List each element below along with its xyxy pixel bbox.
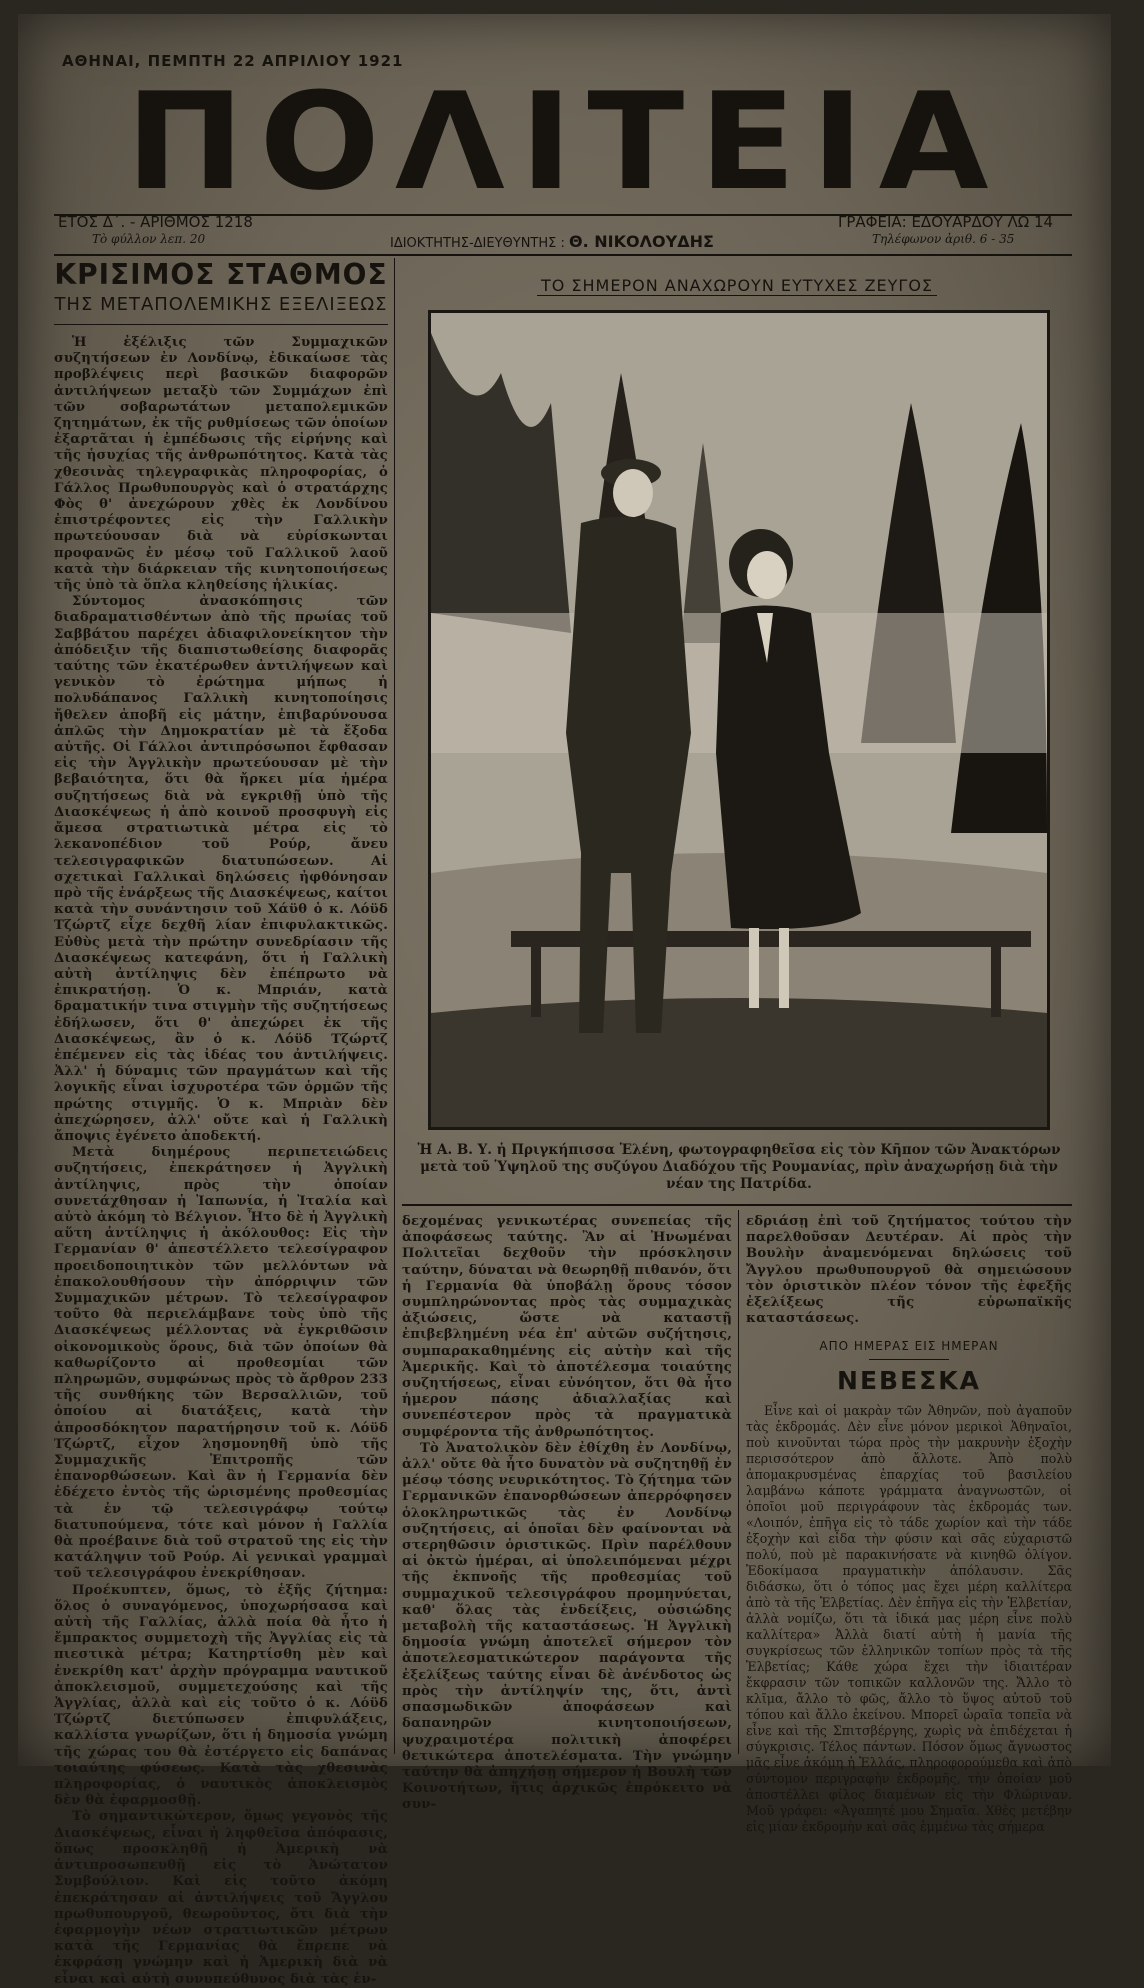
photo-title <box>402 276 1072 295</box>
lead-paragraph: Σύντομος ἀνασκόπησις τῶν διαδραματισθέντων ἀπὸ τῆς πρωίας τοῦ Σαββάτου παρέχει ἀδιαφιλονείκητον τὴν ἀπόδειξιν τῆς διαπιστωθείσης διαφορᾶς ταύτης τῶν ἐκατέρωθεν ἀντιλήψεων καὶ γενικὸν τὸ ἐρώτημα μήπως ἡ πολυδάπανος Γαλλικὴ κινητοποίησις ἤθελεν ἀποβῆ εἰς μάτην, ἐπιβαρύνουσα ἁπλῶς τὴν Δημοκρατίαν μὲ τὰ ἔξοδα αὐτῆς. Οἱ Γάλλοι ἀντιπρόσωποι ἔφθασαν εἰς τὴν Ἀγγλικὴν πρωτεύουσαν μὲ τὴν βεβαιότητα, ὅτι θὰ ἤρκει μία ἡμέρα συζητήσεως διὰ νὰ εγκριθῇ ὑπὸ τῆς Διασκέψεως ἡ ἀπὸ κοινοῦ προσφυγὴ εἰς ἄμεσα στρατιωτικὰ μέτρα εἰς τὸ λεκανοπέδιον τοῦ Ρούρ, ἄνευ τελεσιγραφικῶν διατυπώσεων. Αἱ σχετικαὶ Γαλλικαὶ δηλώσεις ἠφθόνησαν πρὸ τῆς ἐνάρξεως τῆς Διασκέψεως, καίτοι κατὰ τὴν συνάντησιν τοῦ Χάϋθ ὁ κ. Λόϋδ Τζώρτζ εἶχε δεχθῆ λίαν ἐπιφυλακτικῶς. Εὐθὺς μετὰ τὴν πρώτην συνεδρίασιν τῆς Διασκέψεως κατεφάνη, ὅτι ἡ Γαλλικὴ αὐτὴ ἀντίληψις δὲν ἐπέπρωτο νὰ ἐπικρατήσῃ. Ὁ κ. Μπριάν, κατὰ δραματικήν τινα στιγμὴν τῆς συζητήσεως ἐδήλωσεν, ὅτι θ' ἀπεχώρει ἐκ τῆς Διασκέψεως, ἂν ὁ κ. Λόϋδ Τζώρτζ ἐπέμενεν εἰς τὰς ἰδέας του ἀντιλήψεις. Ἀλλ' ἡ δύναμις τῶν πραγμάτων καὶ τῆς λογικῆς εἶναι ἰσχυροτέρα τῶν ὁρμῶν τῆς πρώτης στιγμῆς. Ὁ κ. Μπριὰν δὲν ἀπεχώρησεν, ἀλλ' οὔτε καὶ ἡ Γαλλικὴ ἄποψις ἐγένετο ἀποδεκτή. <box>54 594 388 1144</box>
column-text: Εἶνε καὶ οἱ μακρὰν τῶν Ἀθηνῶν, ποὺ ἀγαποῦν τὰς ἐκδρομάς. Δὲν εἶνε μόνον μερικοὶ Ἀθηναῖοι, ποὺ κινοῦνται τώρα πρὸς τὴν μακρυνὴν ἐξοχὴν περισσότερον ἀπὸ ἄλλοτε. Ἀπὸ πολὺ ἀπομακρυσμένας ἐπαρχίας τοῦ βασιλείου λαμβάνω κάποτε γράμματα ἀναγνωστῶν, οἱ ὁποῖοι μοῦ περιγράφουν τὰς ἐκδρομάς των. «Λοιπόν, ἐπῆγα εἰς τὸ τάδε χωρίον καὶ τὴν τάδε ἐξοχὴν καὶ εἶδα τὴν φύσιν καὶ σᾶς εὐχαριστῶ πολύ, ποὺ μὲ παρακινήσατε νὰ κινηθῶ ὀλίγον. Ἐδοκίμασα πραγματικὴν ἀπόλαυσιν. Σᾶς διδάσκω, ὅτι ὁ τόπος μας ἔχει μέρη καλλίτερα ἀπὸ τὰ τῆς Ἑλβετίας. Δὲν ἐπῆγα εἰς τὴν Ἑλβετίαν, ἀλλὰ νομίζω, ὅτι τὰ ἰδικά μας μέρη εἶνε πολὺ καλλίτερα» Ἀλλὰ διατί αὐτὴ ἡ μανία τῆς συγκρίσεως τῶν ἑλληνικῶν τοπίων πρὸς τὰ τῆς Ἑλβετίας; Κάθε χώρα ἔχει τὴν ἰδιαιτέραν ἔκφρασιν τῶν τοπικῶν καλλονῶν της. Ἄλλο τὸ κλῖμα, ἄλλο τὸ φῶς, ἄλλο τὸ ὕψος αὐτοῦ τοῦ τόπου καὶ ἄλλο ἐκείνου. Μπορεῖ ὡραῖα τοπεῖα νὰ εἶνε καὶ τῆς Σπιτσβέργης, χωρὶς νὰ ἐπιδέχεται ἡ σύγκρισις. Τέλος πάντων. Πόσον ὅμως ἄγνωστος μᾶς εἶνε ἀκόμη ἡ Ἑλλάς, πληροφορούμεθα καὶ ἀπὸ σύντομον περιγραφὴν ἐκδρομῆς, τὴν ὁποίαν μοῦ ἀποστέλλει φίλος διαμένων εἰς τὴν Φλώριναν. Μοῦ γράφει: «Ἀγαπητέ μου Σημαῖα. Χθὲς μετέβην εἰς μίαν ἐκδρομὴν καὶ σᾶς ἐμμένω τὰς σήμερα <box>746 1403 1072 1835</box>
lead-paragraph: Τὸ σημαντικώτερον, ὅμως γεγονὸς τῆς Διασκέψεως, εἶναι ἡ ληφθεῖσα ἀπόφασις, ὅπως προσκληθῇ ἡ Ἀμερικὴ νὰ ἀντιπροσωπευθῇ εἰς τὸ Ἀνώτατον Συμβούλιον. Καὶ εἰς τοῦτο ἀκόμη ἐπεκράτησαν αἱ ἀντιλήψεις τοῦ Ἄγγλου πρωθυπουργοῦ, θεωροῦντος, ὅτι διὰ τὴν ἐφαρμογὴν νέων στρατιωτικῶν μέτρων κατὰ τῆς Γερμανίας θὰ ἔπρεπε νὰ ἐκφράσῃ γνώμην καὶ ἡ Ἀμερικὴ διὰ νὰ εἶναι καὶ αὐτὴ συνυπεύθυνος διὰ τὰς ἐν- <box>54 1809 388 1987</box>
owner-name: Θ. ΝΙΚΟΛΟΥΔΗΣ <box>569 232 714 251</box>
owner-info <box>390 232 714 251</box>
column-rule <box>738 1210 739 1754</box>
continued-article <box>402 1214 732 1814</box>
photo-caption: Ἡ Α. Β. Υ. ἡ Πριγκήπισσα Ἑλένη, φωτογραφηθεῖσα εἰς τὸν Κῆπον τῶν Ἀνακτόρων μετὰ τοῦ Ὑψηλοῦ της συζύγου Διαδόχου τῆς Ρουμανίας, πρὶν ἀναχωρήσῃ διὰ τὴν νέαν της Πατρίδα. <box>417 1142 1061 1192</box>
continued-text-end: εδριάσῃ ἐπὶ τοῦ ζητήματος τούτου τὴν παρελθοῦσαν Δευτέραν. Αἱ πρὸς τὴν Βουλὴν ἀναμενόμεναι δηλώσεις τοῦ Ἄγγλου πρωθυπουργοῦ θὰ σημειώσουν τὸν ὁριστικὸν πλέον τόνον τῆς ἐφεξῆς ἐξελίξεως τῆς εὐρωπαϊκῆς καταστάσεως. <box>746 1214 1072 1327</box>
lead-paragraph: Προέκυπτεν, ὅμως, τὸ ἑξῆς ζήτημα: ὅλος ὁ συναγόμενος, ὑποχωρήσασα καὶ αὐτὴ τῆς Γαλλίας, ἀλλὰ ποία θὰ ἦτο ἡ ἔμπρακτος συμμετοχὴ τῆς Ἀγγλίας εἰς τὰ πιεστικὰ μέτρα; Κατηρτίσθη μὲν καὶ ἐνεκρίθη κατ' ἀρχὴν πρόγραμμα ναυτικοῦ ἀποκλεισμοῦ, συμμετεχούσης καὶ τῆς Ἀγγλίας, ἀλλὰ καὶ εἰς τοῦτο ὁ κ. Λόϋδ Τζώρτζ διετύπωσεν ἐπιφυλάξεις, καλλίστα γνωρίζων, ὅτι ἡ δημοσία γνώμη τῆς χώρας του θὰ ἐστέργετο εἰς δαπάνας τοιαύτης φύσεως. Κατὰ τὰς χθεσινὰς πληροφορίας, ὁ ναυτικὸς ἀποκλεισμὸς δὲν θὰ ἐφαρμοσθῇ. <box>54 1582 388 1809</box>
column-section-rule <box>869 1359 949 1360</box>
column-rule <box>394 258 395 1754</box>
photo-title-text: ΤΟ ΣΗΜΕΡΟΝ ΑΝΑΧΩΡΟΥΝ ΕΥΤΥΧΕΣ ΖΕΥΓΟΣ <box>537 276 937 296</box>
office-info <box>838 214 1053 248</box>
masthead-title: ΠΟΛΙΤΕΙΑ <box>125 64 1004 220</box>
column-title: ΝΕΒΕΣΚΑ <box>837 1366 981 1396</box>
section-rule <box>402 1204 1072 1206</box>
issue-info <box>58 214 253 248</box>
dateline: ΑΘΗΝΑΙ, ΠΕΜΠΤΗ 22 ΑΠΡΙΛΙΟΥ 1921 <box>62 52 404 70</box>
lead-subheadline: ΤΗΣ ΜΕΤΑΠΟΛΕΜΙΚΗΣ ΕΞΕΛΙΞΕΩΣ <box>54 292 388 325</box>
year-issue: ΕΤΟΣ Δ΄. - ΑΡΙΘΜΟΣ 1218 <box>58 213 253 231</box>
header-bottom-rule <box>54 254 1072 256</box>
lead-headline: ΚΡΙΣΙΜΟΣ ΣΤΑΘΜΟΣ <box>54 258 388 291</box>
continued-text: Τὸ Ἀνατολικὸν δὲν ἐθίχθη ἐν Λονδίνῳ, ἀλλ' οὔτε θὰ ἦτο δυνατὸν νὰ συζητηθῇ ἐν μέσῳ τόσης νευρικότητος. Τὸ ζήτημα τῶν Γερμανικῶν ἐπανορθώσεων ἀπερρόφησεν ὁλοκληρωτικῶς τὰς ἐν Λονδίνῳ συζητήσεις, αἱ ὁποῖαι δὲν φαίνονται νὰ στερηθῶσιν ὁριστικῶς. Πρὶν παρέλθουν αἱ ὀκτὼ ἡμέραι, αἱ ὑπολειπόμεναι μέχρι τῆς ἐκπνοῆς τῆς προθεσμίας τοῦ συμμαχικοῦ τελεσιγράφου προμηνύεται, καθ' ὅλας τὰς ἐνδείξεις, οὐσιώδης μεταβολὴ τῆς καταστάσεως. Ἡ Ἀγγλικὴ δημοσία γνώμη ἀποτελεῖ σήμερον τὸν ἀποτελεσματικώτερον παράγοντα τῆς ἐξελίξεως ταύτης εἶναι δὲ ἀνένδοτος ὡς πρὸς τὴν ἀντίληψίν της, ὅτι, ἀντὶ σπασμωδικῶν ἀποφάσεων καὶ δαπανηρῶν κινητοποιήσεων, ψυχραιμοτέρα πολιτικὴ ἀποφέρει θετικώτερα ἀποτελέσματα. Τὴν γνώμην ταύτην θὰ ἀπηχήσῃ σήμερον ἡ Βουλὴ τῶν Κοινοτήτων, ἥτις ἀρχικῶς ἐπρόκειτο νὰ συν- <box>402 1440 732 1813</box>
couple-photograph <box>428 310 1050 1130</box>
lead-article <box>54 258 388 1988</box>
column-section-head: ΑΠΟ ΗΜΕΡΑΣ ΕΙΣ ΗΜΕΡΑΝ <box>819 1339 999 1354</box>
right-column <box>746 1214 1072 1835</box>
phone: Τηλέφωνον ἀριθ. 6 - 35 <box>872 232 1015 246</box>
lead-paragraph: Ἡ ἐξέλιξις τῶν Συμμαχικῶν συζητήσεων ἐν Λονδίνῳ, ἐδικαίωσε τὰς προβλέψεις περὶ βασικῶν διαφορῶν ἀντιλήψεων μεταξὺ τῶν Συμμάχων ἐπὶ τῶν σοβαρωτάτων μεταπολεμικῶν ζητημάτων, ἐκ τῆς ρυθμίσεως τῶν ὁποίων ἐξαρτᾶται ἡ ἐμπέδωσις τῆς εἰρήνης καὶ τῆς ἡσυχίας τῆς ἀνθρωπότητος. Κατὰ τὰς χθεσινὰς τηλεγραφικὰς πληροφορίας, ὁ Γάλλος Πρωθυπουργὸς καὶ ὁ στρατάρχης Φὸς θ' ἀνεχώρουν χθὲς ἐκ Λονδίνου ἐπιστρέφοντες εἰς τὴν Γαλλικὴν πρωτεύουσαν διὰ νὰ εὑρίσκωνται προφανῶς ἐν μέσῳ τοῦ Γαλλικοῦ λαοῦ κατὰ τὴν διάρκειαν τῆς κινητοποιήσεως τῆς ὑπὸ τὰ ὅπλα κληθείσης ἡλικίας. <box>54 335 388 594</box>
lead-paragraph: Μετὰ διημέρους περιπετειώδεις συζητήσεις, ἐπεκράτησεν ἡ Ἀγγλικὴ ἀντίληψις, πρὸς τὴν ὁποίαν συνετάχθησαν ἡ Ἰαπωνία, ἡ Ἰταλία καὶ αὐτὸ ἀκόμη τὸ Βέλγιον. Ἦτο δὲ ἡ Ἀγγλικὴ αὕτη ἀντίληψις ἡ ἀκόλουθος: Εἰς τὴν Γερμανίαν θ' ἀπεστέλλετο τελεσίγραφον προειδοποιητικὸν τῶν μελλόντων νὰ ἐπακολουθήσουν τὴν ἀπόρριψιν τῶν Συμμαχικῶν μέτρων. Τὸ τελεσίγραφον τοῦτο θὰ περιελάμβανε τοὺς ὑπὸ τῆς Διασκέψεως μέλλοντας νὰ ἐγκριθῶσιν οἰκονομικοὺς ὅρους, διὰ τῶν ὁποίων θὰ καθωρίζοντο αἱ προθεσμίαι τῶν πληρωμῶν, συμφώνως πρὸς τὸ ἄρθρον 233 τῆς συνθήκης τῶν Βερσαλλιῶν, τοῦ ὁποίου αἱ διατάξεις, κατὰ τὴν ἀπροσδόκητον παρατήρησιν τοῦ κ. Λόϋδ Τζώρτζ, εἶχον λησμονηθῆ ὑπὸ τῆς Συμμαχικῆς Ἐπιτροπῆς τῶν ἐπανορθώσεων. Καὶ ἂν ἡ Γερμανία δὲν ἐδέχετο ἐντὸς τῆς ὡρισμένης προθεσμίας τὰ ἐν τῷ τελεσιγράφῳ τούτῳ διατυπούμενα, τότε καὶ μόνον ἡ Γαλλία θὰ προέβαινε διὰ τοῦ στρατοῦ της εἰς τὴν κατάληψιν τοῦ Ρούρ. Αἱ γενικαὶ γραμμαὶ τοῦ τελεσιγράφου ἐνεκρίθησαν. <box>54 1145 388 1582</box>
price: Τὸ φύλλον λεπ. 20 <box>92 232 206 246</box>
offices: ΓΡΑΦΕΙΑ: ΕΔΟΥΑΡΔΟΥ ΛΩ 14 <box>838 213 1054 231</box>
photo-illustration <box>431 313 1047 1127</box>
continued-text: δεχομένας γενικωτέρας συνεπείας τῆς ἀποφάσεως ταύτης. Ἂν αἱ Ἡνωμέναι Πολιτεῖαι δεχθοῦν τὴν πρόσκλησιν ταύτην, δύναται νὰ θεωρηθῇ πιθανόν, ὅτι ἡ Γερμανία θὰ ὑποβάλῃ ὅρους τόσον συμπληρώνοντας πρὸς τὰς συμμαχικὰς ἀξιώσεις, ὥστε νὰ καταστῇ ἐπιβεβλημένη νέα ἐπ' αὐτῶν συζήτησις, συμπαρακαθημένης εἰς αὐτὴν καὶ τῆς Ἀμερικῆς. Καὶ τὸ ἀποτέλεσμα τοιαύτης συζητήσεως, εἶναι εὐνόητον, ὅτι θὰ ἦτο ἡμερον πάσης ἀδιαλλαξίας καὶ συνεπέστερον πρὸς τὰ πραγματικὰ συμφέροντα τῆς ἀνθρωπότητος. <box>402 1214 732 1440</box>
newspaper-page <box>18 14 1111 1987</box>
owner-label: ΙΔΙΟΚΤΗΤΗΣ-ΔΙΕΥΘΥΝΤΗΣ : <box>390 236 565 251</box>
